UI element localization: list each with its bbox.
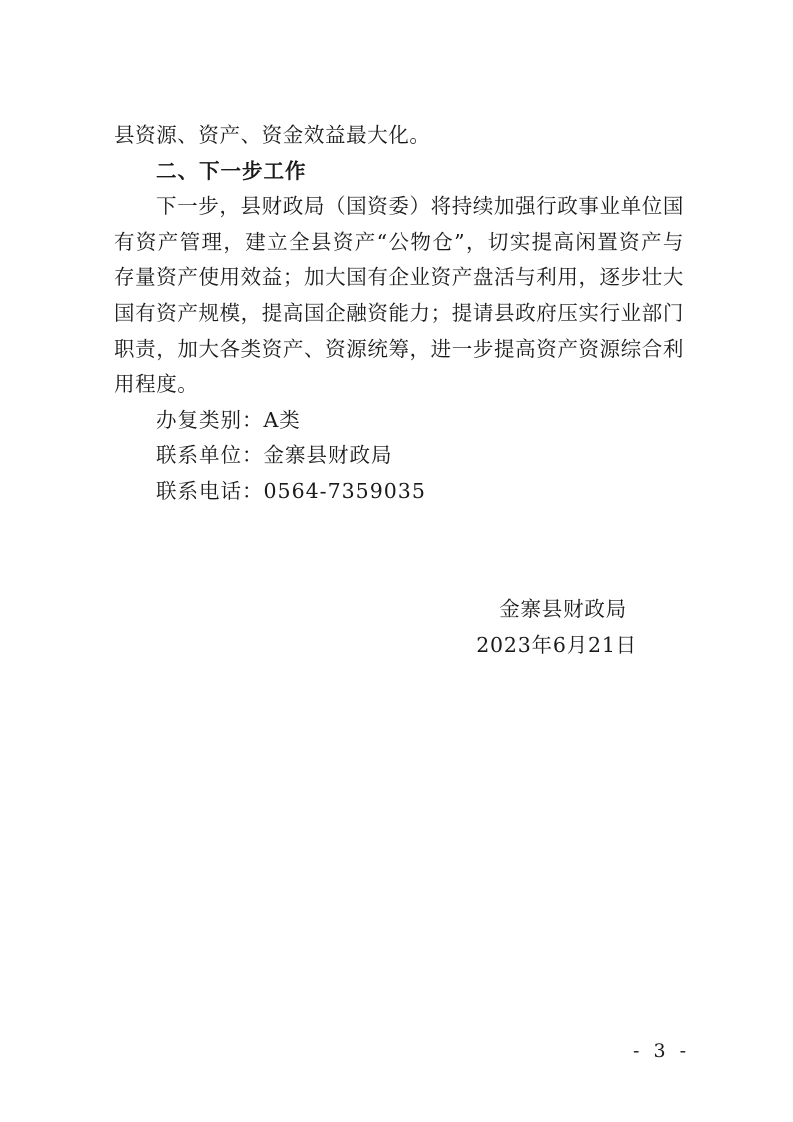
signature-date: 2023年6月21日 [476,632,637,657]
signature-organization: 金寨县财政局 [499,597,627,621]
document-body [114,118,684,510]
contact-phone: 联系电话：0564-7359035 [156,478,426,503]
signature-block [0,592,637,663]
next-steps-paragraph: 下一步，县财政局（国资委）将持续加强行政事业单位国有资产管理，建立全县资产“公物仓”，切实提高闲置资产与存量资产使用效益；加大国有企业资产盘活与利用，逐步壮大国有资产规模，提高国企融资能力；提请县政府压实行业部门职责，加大各类资产、资源统筹，进一步提高资产资源综合利用程度。 [114,194,684,397]
section-heading: 二、下一步工作 [156,158,307,183]
continuation-paragraph: 县资源、资产、资金效益最大化。 [114,123,431,147]
contact-unit: 联系单位：金寨县财政局 [156,443,393,468]
page-number: - 3 - [632,1040,690,1062]
reply-category: 办复类别：A类 [156,407,301,432]
